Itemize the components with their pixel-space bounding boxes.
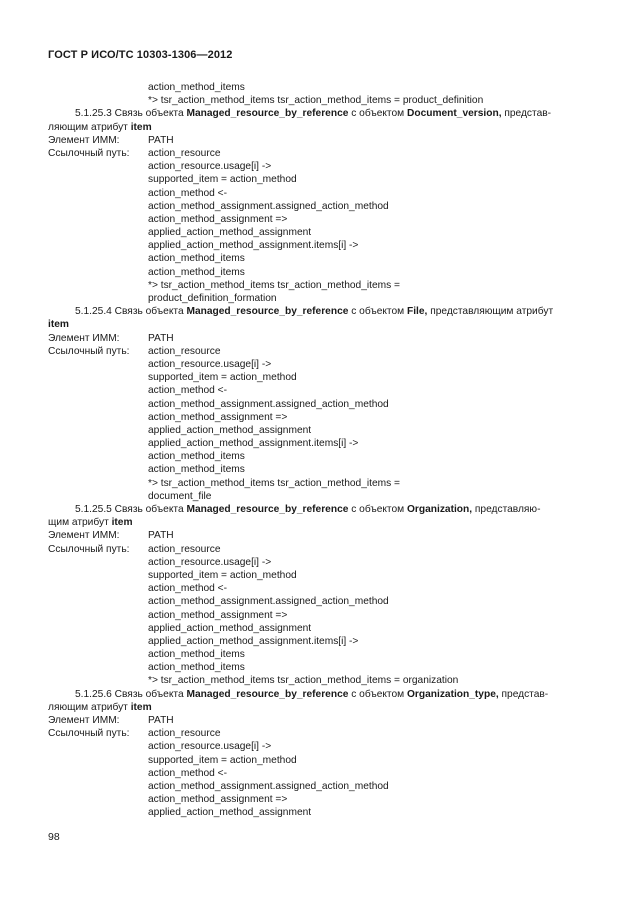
path-line <box>48 543 584 556</box>
element-label: Элемент ИММ: <box>48 134 120 146</box>
element-label: Элемент ИММ: <box>48 530 120 542</box>
path-line: action_method_items <box>148 649 245 661</box>
heading-prefix: 5.1.25.3 Связь объекта <box>75 108 187 120</box>
path-text: action_resource <box>148 345 221 357</box>
path-line: action_method_assignment => <box>148 213 288 225</box>
entity-name: Managed_resource_by_reference <box>186 306 349 318</box>
path-line: action_resource.usage[i] -> <box>148 741 272 753</box>
section-heading-cont <box>48 701 584 714</box>
path-line: action_method_items <box>148 266 245 278</box>
path-line: supported_item = action_method <box>148 569 297 581</box>
target-entity: Organization, <box>406 504 473 515</box>
section-heading-cont <box>48 121 584 134</box>
path-line: applied_action_method_assignment <box>148 227 312 239</box>
path-line: supported_item = action_method <box>148 754 297 766</box>
element-row <box>48 332 584 345</box>
element-value: PATH <box>148 134 174 146</box>
entity-name: Managed_resource_by_reference <box>186 688 349 700</box>
document-header: ГОСТ Р ИСО/ТС 10303-1306—2012 <box>48 49 233 61</box>
attribute-name: item <box>130 121 152 133</box>
element-value: PATH <box>148 715 174 726</box>
element-row <box>48 134 584 147</box>
heading-mid: с объектом <box>348 108 407 120</box>
element-label: Элемент ИММ: <box>48 332 120 344</box>
section-heading-cont <box>48 318 584 331</box>
attribute-name: item <box>130 701 152 713</box>
heading-line2: ляющим атрибут <box>48 701 131 713</box>
path-line: action_method_items <box>148 451 245 463</box>
path-line: action_method <- <box>148 767 228 779</box>
section-heading-cont <box>48 516 584 529</box>
path-line: action_method_items <box>148 253 245 265</box>
section-heading <box>48 107 584 120</box>
path-text: action_resource <box>148 543 221 555</box>
path-line <box>48 345 584 358</box>
ref-path-label: Ссылочный путь: <box>48 345 130 357</box>
heading-mid: с объектом <box>348 504 407 515</box>
path-line: action_method <- <box>148 187 228 199</box>
element-row <box>48 529 584 542</box>
path-line: applied_action_method_assignment <box>148 424 312 436</box>
path-line: applied_action_method_assignment.items[i] -> <box>148 240 359 252</box>
element-label: Элемент ИММ: <box>48 715 120 726</box>
path-line: action_method_assignment.assigned_action_method <box>148 200 389 212</box>
path-line: action_method_items <box>148 82 245 93</box>
path-line: applied_action_method_assignment.items[i] -> <box>148 635 359 647</box>
target-entity: Document_version, <box>406 108 502 120</box>
element-value: PATH <box>148 530 174 542</box>
heading-rest: представляющим атрибут <box>427 306 554 318</box>
path-line: action_method_items <box>148 464 245 476</box>
heading-rest: представ- <box>498 688 549 700</box>
section-heading <box>48 503 584 516</box>
heading-prefix: 5.1.25.5 Связь объекта <box>75 504 187 515</box>
path-line: action_method_items <box>148 662 245 674</box>
page-number: 98 <box>48 831 60 843</box>
path-line: *> tsr_action_method_items tsr_action_method_items = <box>148 477 400 489</box>
path-line <box>48 147 584 160</box>
path-line: supported_item = action_method <box>148 174 297 186</box>
document-body <box>48 81 584 820</box>
section-heading <box>48 688 584 701</box>
heading-mid: с объектом <box>348 306 407 318</box>
path-line: document_file <box>148 490 212 502</box>
path-line: action_resource.usage[i] -> <box>148 161 272 173</box>
path-line: action_method <- <box>148 583 228 595</box>
path-line: action_method_assignment => <box>148 411 288 423</box>
heading-rest: представляю- <box>472 504 541 515</box>
path-line: action_method_assignment.assigned_action_method <box>148 780 389 792</box>
path-text: action_resource <box>148 728 221 740</box>
heading-line2: ляющим атрибут <box>48 121 131 133</box>
path-line: action_method_assignment.assigned_action_method <box>148 398 389 410</box>
path-line: *> tsr_action_method_items tsr_action_method_items = <box>148 279 400 291</box>
path-text: action_resource <box>148 147 221 159</box>
path-line: applied_action_method_assignment.items[i] -> <box>148 438 359 450</box>
ref-path-label: Ссылочный путь: <box>48 728 130 740</box>
target-entity: File, <box>406 306 428 318</box>
attribute-name: item <box>48 319 69 331</box>
entity-name: Managed_resource_by_reference <box>186 504 349 515</box>
heading-mid: с объектом <box>348 688 407 700</box>
path-line: *> tsr_action_method_items tsr_action_method_items = organization <box>148 675 459 687</box>
heading-line2: щим атрибут <box>48 517 112 529</box>
ref-path-label: Ссылочный путь: <box>48 543 130 555</box>
path-line: action_resource.usage[i] -> <box>148 556 272 568</box>
path-line: applied_action_method_assignment <box>148 622 312 634</box>
path-line <box>48 727 584 740</box>
path-line: applied_action_method_assignment <box>148 807 312 819</box>
target-entity: Organization_type, <box>406 688 499 700</box>
path-line: action_resource.usage[i] -> <box>148 358 272 370</box>
element-row <box>48 714 584 727</box>
path-line: action_method_assignment.assigned_action_method <box>148 596 389 608</box>
ref-path-label: Ссылочный путь: <box>48 147 130 159</box>
path-line: *> tsr_action_method_items tsr_action_method_items = product_definition <box>148 95 484 107</box>
heading-rest: представ- <box>501 108 552 120</box>
heading-prefix: 5.1.25.6 Связь объекта <box>75 688 187 700</box>
path-line: action_method_assignment => <box>148 794 288 806</box>
entity-name: Managed_resource_by_reference <box>186 108 349 120</box>
section-heading <box>48 305 584 318</box>
path-line: product_definition_formation <box>148 293 277 304</box>
path-line: action_method <- <box>148 385 228 397</box>
path-line: supported_item = action_method <box>148 372 297 384</box>
element-value: PATH <box>148 332 174 344</box>
attribute-name: item <box>111 517 133 529</box>
path-line: action_method_assignment => <box>148 609 288 621</box>
sections-container <box>48 107 584 819</box>
heading-prefix: 5.1.25.4 Связь объекта <box>75 306 187 318</box>
